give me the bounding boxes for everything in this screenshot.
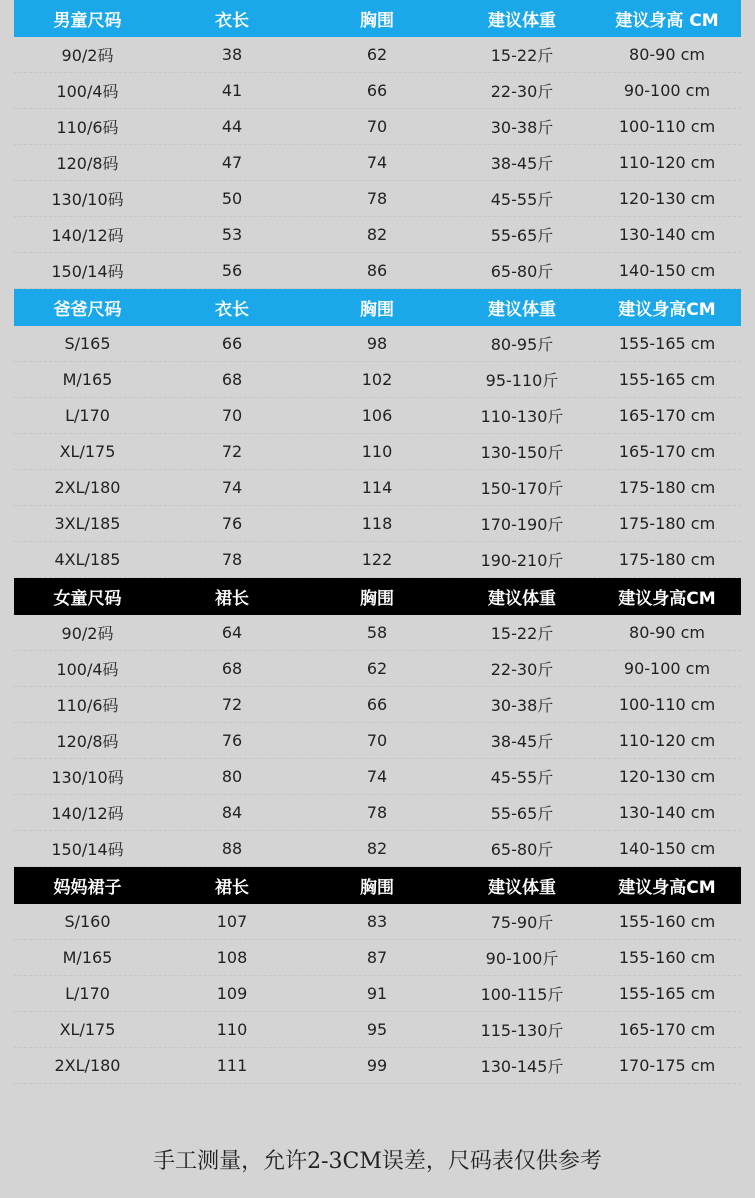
table-cell: 100/4码	[56, 82, 119, 101]
header-cell: 建议体重	[488, 300, 556, 320]
table-cell: 74	[366, 153, 388, 172]
table-cell: 41	[221, 81, 243, 100]
table-cell: 155-165 cm	[618, 334, 716, 353]
table-cell: 88	[221, 839, 243, 858]
table-cell: 110/6码	[56, 118, 119, 137]
table-cell: L/170	[65, 984, 110, 1003]
table-cell: 175-180 cm	[618, 478, 716, 497]
table-cell: 45-55斤	[490, 190, 554, 209]
table-cell: 170-175 cm	[618, 1056, 716, 1075]
table-cell: 55-65斤	[490, 226, 554, 245]
size-chart	[14, 0, 741, 1084]
size-section-3	[14, 867, 741, 1084]
table-cell: S/160	[64, 912, 111, 931]
table-cell: 66	[366, 81, 388, 100]
table-cell: 110-120 cm	[618, 731, 716, 750]
table-row	[14, 687, 741, 723]
header-cell: 裙长	[215, 878, 249, 898]
table-cell: 65-80斤	[490, 262, 554, 281]
table-row	[14, 181, 741, 217]
table-cell: 80-95斤	[490, 335, 554, 354]
table-cell: 102	[361, 370, 393, 389]
table-cell: 70	[221, 406, 243, 425]
table-cell: 155-165 cm	[618, 984, 716, 1003]
table-cell: 90/2码	[61, 624, 114, 643]
table-row	[14, 723, 741, 759]
header-cell: 胸围	[360, 878, 394, 898]
table-cell: 109	[216, 984, 248, 1003]
table-cell: 15-22斤	[490, 624, 554, 643]
table-cell: 70	[366, 117, 388, 136]
table-cell: 22-30斤	[490, 660, 554, 679]
table-row	[14, 904, 741, 940]
table-cell: 140/12码	[51, 804, 124, 823]
table-cell: 76	[221, 731, 243, 750]
table-cell: XL/175	[59, 442, 116, 461]
header-cell: 建议身高 CM	[615, 11, 719, 31]
table-cell: S/165	[64, 334, 111, 353]
table-cell: 70	[366, 731, 388, 750]
table-cell: 130-145斤	[480, 1057, 564, 1076]
table-cell: 90-100斤	[485, 949, 559, 968]
table-cell: 55-65斤	[490, 804, 554, 823]
table-cell: 64	[221, 623, 243, 642]
table-cell: 65-80斤	[490, 840, 554, 859]
table-cell: 83	[366, 912, 388, 931]
table-cell: 38-45斤	[490, 732, 554, 751]
table-cell: M/165	[62, 370, 113, 389]
table-cell: 90-100 cm	[623, 81, 711, 100]
header-cell: 胸围	[360, 11, 394, 31]
table-cell: 56	[221, 261, 243, 280]
header-cell: 建议身高CM	[618, 589, 716, 609]
table-cell: 86	[366, 261, 388, 280]
table-cell: 3XL/185	[54, 514, 121, 533]
table-cell: 90-100 cm	[623, 659, 711, 678]
table-cell: 140-150 cm	[618, 839, 716, 858]
table-cell: 99	[366, 1056, 388, 1075]
table-cell: 130/10码	[51, 768, 124, 787]
size-section-0	[14, 0, 741, 289]
table-cell: 100-110 cm	[618, 117, 716, 136]
table-row	[14, 1048, 741, 1084]
table-cell: 30-38斤	[490, 696, 554, 715]
table-cell: 100-115斤	[480, 985, 564, 1004]
table-cell: 120-130 cm	[618, 189, 716, 208]
header-cell: 胸围	[360, 300, 394, 320]
table-cell: 58	[366, 623, 388, 642]
table-cell: 100/4码	[56, 660, 119, 679]
header-cell: 建议体重	[488, 11, 556, 31]
size-section-1	[14, 289, 741, 578]
table-cell: 44	[221, 117, 243, 136]
table-cell: 165-170 cm	[618, 442, 716, 461]
table-cell: 122	[361, 550, 393, 569]
table-row	[14, 651, 741, 687]
table-cell: 50	[221, 189, 243, 208]
header-cell: 衣长	[215, 11, 249, 31]
section-header	[14, 867, 741, 904]
footer-note: 手工测量，允许2-3CM误差，尺码表仅供参考	[153, 1148, 602, 1174]
header-cell: 建议体重	[488, 878, 556, 898]
table-cell: 100-110 cm	[618, 695, 716, 714]
table-cell: 175-180 cm	[618, 514, 716, 533]
header-cell: 胸围	[360, 589, 394, 609]
table-cell: 62	[366, 45, 388, 64]
table-row	[14, 542, 741, 578]
table-row	[14, 940, 741, 976]
table-row	[14, 831, 741, 867]
table-cell: 4XL/185	[54, 550, 121, 569]
table-row	[14, 253, 741, 289]
table-cell: 78	[366, 803, 388, 822]
table-cell: 95-110斤	[485, 371, 559, 390]
section-header	[14, 0, 741, 37]
table-cell: 107	[216, 912, 248, 931]
table-row	[14, 109, 741, 145]
table-cell: 68	[221, 370, 243, 389]
table-cell: 155-160 cm	[618, 912, 716, 931]
header-cell: 女童尺码	[53, 589, 122, 609]
table-cell: 165-170 cm	[618, 1020, 716, 1039]
table-cell: 82	[366, 839, 388, 858]
table-cell: 98	[366, 334, 388, 353]
table-row	[14, 759, 741, 795]
table-cell: 130-150斤	[480, 443, 564, 462]
header-cell: 爸爸尺码	[53, 300, 122, 320]
table-cell: 165-170 cm	[618, 406, 716, 425]
table-cell: 140-150 cm	[618, 261, 716, 280]
table-cell: 108	[216, 948, 248, 967]
table-cell: 62	[366, 659, 388, 678]
table-cell: 110-120 cm	[618, 153, 716, 172]
table-cell: 90/2码	[61, 46, 114, 65]
table-cell: 47	[221, 153, 243, 172]
table-cell: XL/175	[59, 1020, 116, 1039]
table-cell: 91	[366, 984, 388, 1003]
table-cell: 130-140 cm	[618, 225, 716, 244]
table-cell: 74	[221, 478, 243, 497]
table-cell: 76	[221, 514, 243, 533]
table-cell: 38	[221, 45, 243, 64]
table-cell: 45-55斤	[490, 768, 554, 787]
table-cell: 111	[216, 1056, 248, 1075]
table-cell: 120/8码	[56, 732, 119, 751]
table-cell: 130/10码	[51, 190, 124, 209]
table-row	[14, 73, 741, 109]
header-cell: 建议身高CM	[618, 878, 716, 898]
size-section-2	[14, 578, 741, 867]
table-cell: 120-130 cm	[618, 767, 716, 786]
table-row	[14, 362, 741, 398]
table-cell: 110	[216, 1020, 248, 1039]
table-cell: 140/12码	[51, 226, 124, 245]
table-cell: 150/14码	[51, 840, 124, 859]
section-header	[14, 289, 741, 326]
table-row	[14, 506, 741, 542]
section-header	[14, 578, 741, 615]
table-cell: 74	[366, 767, 388, 786]
table-cell: 155-165 cm	[618, 370, 716, 389]
header-cell: 建议身高CM	[618, 300, 716, 320]
table-cell: 95	[366, 1020, 388, 1039]
table-cell: 84	[221, 803, 243, 822]
table-cell: 78	[366, 189, 388, 208]
table-cell: 130-140 cm	[618, 803, 716, 822]
header-cell: 男童尺码	[53, 11, 122, 31]
table-cell: 30-38斤	[490, 118, 554, 137]
table-cell: 68	[221, 659, 243, 678]
table-cell: 190-210斤	[480, 551, 564, 570]
header-cell: 建议体重	[488, 589, 556, 609]
table-cell: 106	[361, 406, 393, 425]
header-cell: 裙长	[215, 589, 249, 609]
table-cell: 87	[366, 948, 388, 967]
table-cell: 82	[366, 225, 388, 244]
table-row	[14, 976, 741, 1012]
table-cell: 114	[361, 478, 393, 497]
table-cell: 115-130斤	[480, 1021, 564, 1040]
table-row	[14, 37, 741, 73]
table-cell: 110/6码	[56, 696, 119, 715]
table-row	[14, 795, 741, 831]
table-cell: 110-130斤	[480, 407, 564, 426]
table-cell: M/165	[62, 948, 113, 967]
table-cell: 22-30斤	[490, 82, 554, 101]
table-row	[14, 145, 741, 181]
table-cell: 80-90 cm	[629, 45, 705, 64]
table-cell: 38-45斤	[490, 154, 554, 173]
table-cell: 170-190斤	[480, 515, 564, 534]
table-cell: 2XL/180	[54, 1056, 121, 1075]
table-cell: 120/8码	[56, 154, 119, 173]
table-cell: 66	[366, 695, 388, 714]
table-cell: L/170	[65, 406, 110, 425]
table-cell: 150-170斤	[480, 479, 564, 498]
table-row	[14, 1012, 741, 1048]
table-cell: 155-160 cm	[618, 948, 716, 967]
table-row	[14, 434, 741, 470]
header-cell: 衣长	[215, 300, 249, 320]
table-row	[14, 326, 741, 362]
table-row	[14, 217, 741, 253]
table-cell: 75-90斤	[490, 913, 554, 932]
table-cell: 150/14码	[51, 262, 124, 281]
table-cell: 110	[361, 442, 393, 461]
table-cell: 80	[221, 767, 243, 786]
table-cell: 72	[221, 695, 243, 714]
table-cell: 118	[361, 514, 393, 533]
table-cell: 78	[221, 550, 243, 569]
table-cell: 2XL/180	[54, 478, 121, 497]
table-cell: 72	[221, 442, 243, 461]
table-cell: 15-22斤	[490, 46, 554, 65]
table-row	[14, 470, 741, 506]
table-row	[14, 615, 741, 651]
table-cell: 53	[221, 225, 243, 244]
header-cell: 妈妈裙子	[53, 878, 122, 898]
table-cell: 66	[221, 334, 243, 353]
table-cell: 175-180 cm	[618, 550, 716, 569]
table-cell: 80-90 cm	[629, 623, 705, 642]
table-row	[14, 398, 741, 434]
